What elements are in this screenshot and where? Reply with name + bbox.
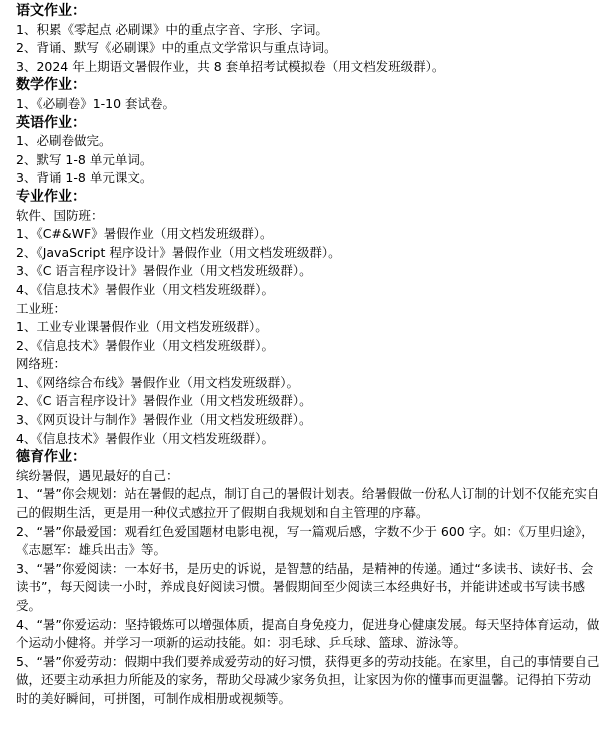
software-item-1: 1、《C#&WF》暑假作业（用文档发班级群）。: [16, 226, 273, 242]
network-item-2: 2、《C 语言程序设计》暑假作业（用文档发班级群）。: [16, 393, 312, 409]
moral-item-5: 5、“暑”你爱劳动：假期中我们要养成爱劳动的好习惯，获得更多的劳动技能。在家里，自己的事情要自己做，还要主动承担力所能及的家务，帮助父母减少家务负担，让家因为你的懂事而更温馨。记得拍下劳动时的美好瞬间，可拼图，可制作成相册或视频等。: [16, 653, 600, 706]
english-item-1: 1、必刷卷做完。: [16, 133, 112, 149]
moral-intro: 缤纷暑假，遇见最好的自己：: [16, 467, 179, 483]
english-item-2: 2、默写 1-8 单元单词。: [16, 151, 153, 167]
chinese-item-3: 3、2024 年上期语文暑假作业，共 8 套单招考试模拟卷（用文档发班级群）。: [16, 58, 445, 74]
moral-item-4: 4、“暑”你爱运动：坚持锻炼可以增强体质，提高自身免疫力，促进身心健康发展。每天坚持体育运动，做个运动小健将。并学习一项新的运动技能。如：羽毛球、乒乓球、篮球、游泳等。: [16, 616, 600, 651]
industry-item-2: 2、《信息技术》暑假作业（用文档发班级群）。: [16, 337, 274, 353]
industry-item-1: 1、工业专业课暑假作业（用文档发班级群）。: [16, 319, 268, 335]
chinese-item-2: 2、背诵、默写《必刷课》中的重点文学常识与重点诗词。: [16, 40, 337, 56]
group-title-software-defense: 软件、国防班：: [16, 207, 104, 223]
software-item-4: 4、《信息技术》暑假作业（用文档发班级群）。: [16, 281, 274, 297]
software-item-3: 3、《C 语言程序设计》暑假作业（用文档发班级群）。: [16, 263, 312, 279]
network-item-1: 1、《网络综合布线》暑假作业（用文档发班级群）。: [16, 374, 299, 390]
math-heading: 数学作业：: [16, 77, 86, 94]
group-title-network: 网络班：: [16, 356, 67, 372]
moral-item-3: 3、“暑”你爱阅读：一本好书，是历史的诉说，是智慧的结晶，是精神的传递。通过“多读书、读好书、会读书”，每天阅读一小时，养成良好阅读习惯。暑假期间至少阅读三本经典好书，并能讲述或书写读书感受。: [16, 560, 594, 613]
moral-item-2: 2、“暑”你最爱国：观看红色爱国题材电影电视，写一篇观后感，字数不少于 600 字。如：《万里归途》，《志愿军：雄兵出击》等。: [16, 523, 594, 558]
english-item-3: 3、背诵 1-8 单元课文。: [16, 170, 153, 186]
major-heading: 专业作业：: [16, 188, 86, 205]
moral-heading: 德育作业：: [16, 449, 86, 466]
group-title-industry: 工业班：: [16, 300, 67, 316]
math-item-1: 1、《必刷卷》1-10 套试卷。: [16, 95, 176, 111]
english-heading: 英语作业：: [16, 114, 86, 131]
chinese-item-1: 1、积累《零起点 必刷课》中的重点字音、字形、字词。: [16, 21, 328, 37]
software-item-2: 2、《JavaScript 程序设计》暑假作业（用文档发班级群）。: [16, 244, 341, 260]
moral-item-1: 1、“暑”你会规划：站在暑假的起点，制订自己的暑假计划表。给暑假做一份私人订制的计划不仅能充实自己的假期生活，更是用一种仪式感拉开了假期自我规划和自主管理的序幕。: [16, 486, 600, 521]
network-item-3: 3、《网页设计与制作》暑假作业（用文档发班级群）。: [16, 412, 312, 428]
network-item-4: 4、《信息技术》暑假作业（用文档发班级群）。: [16, 430, 274, 446]
chinese-heading: 语文作业：: [16, 3, 86, 19]
